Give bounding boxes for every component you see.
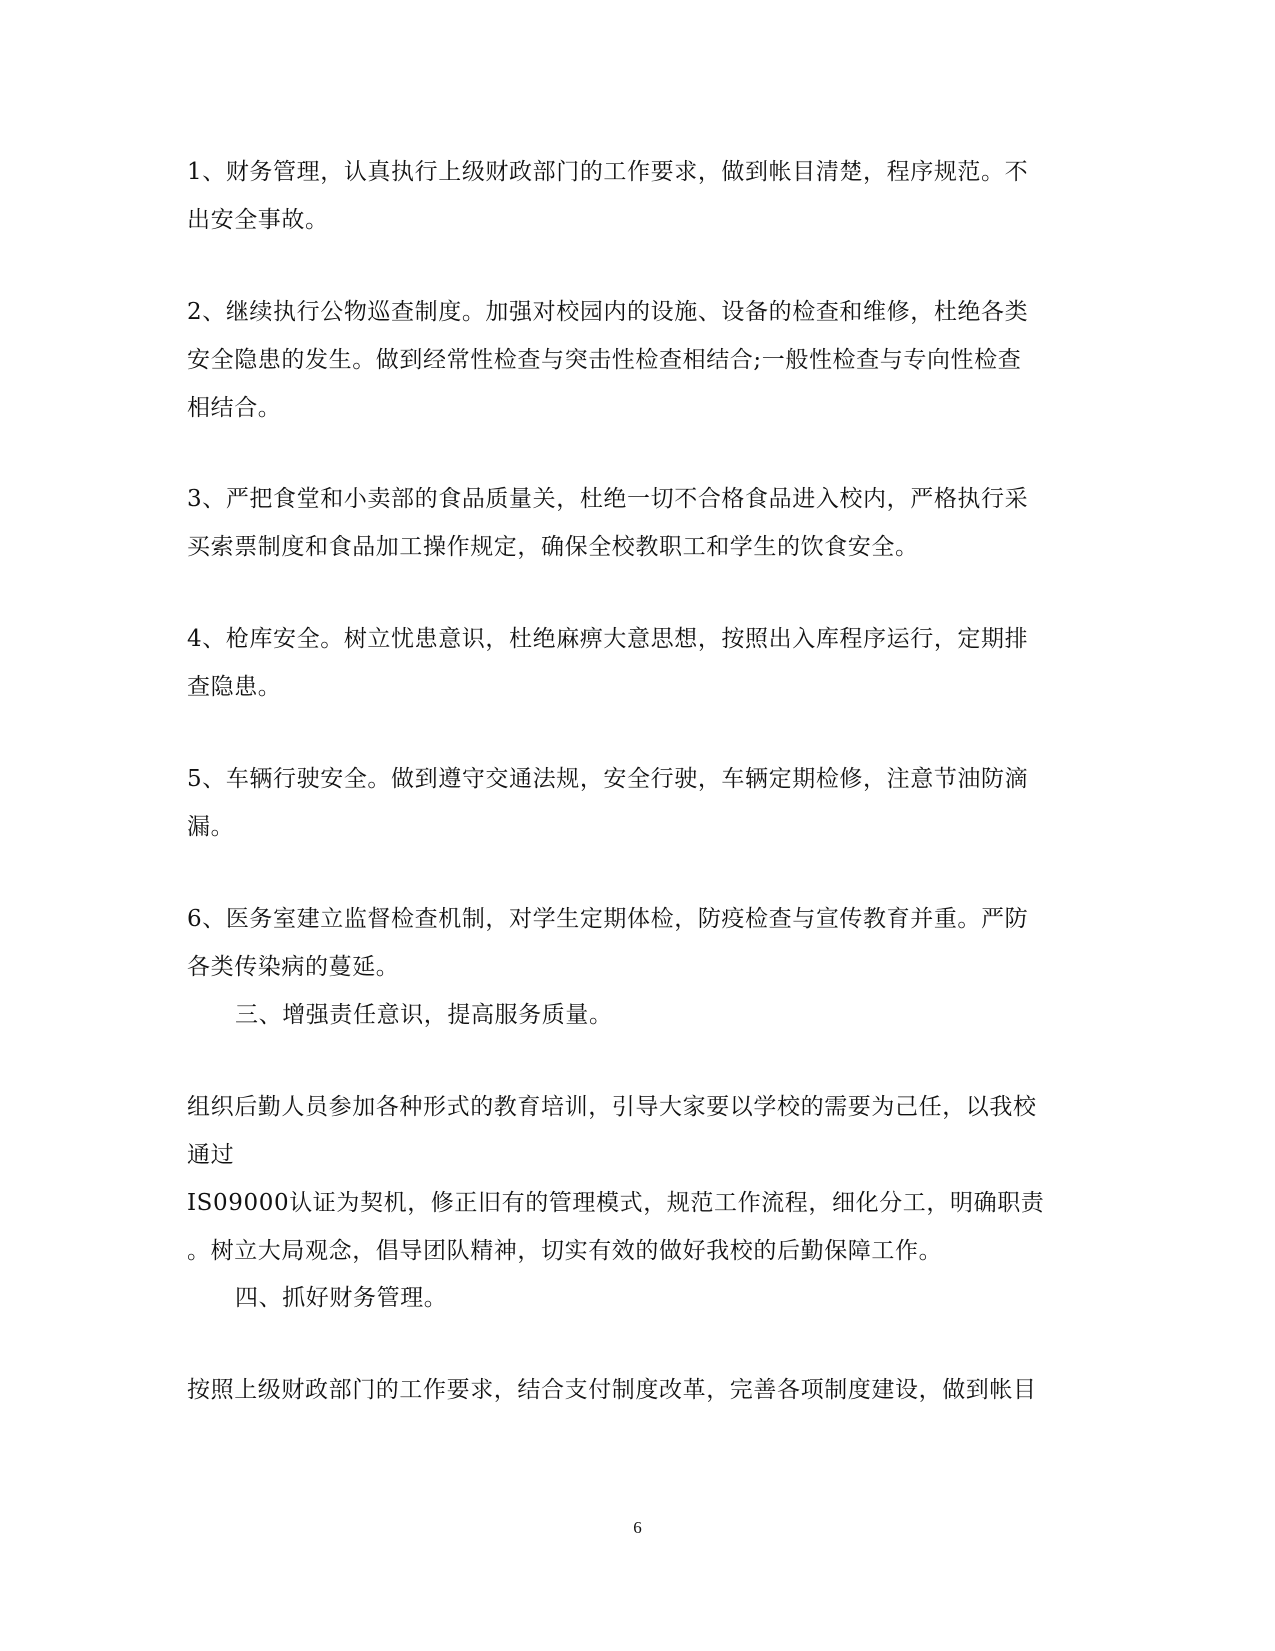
text-line: 2、继续执行公物巡查制度。加强对校园内的设施、设备的检查和维修，杜绝各类	[187, 299, 1029, 325]
text-line: 安全隐患的发生。做到经常性检查与突击性检查相结合;一般性检查与专向性检查	[187, 347, 1022, 373]
text-line: IS09000认证为契机，修正旧有的管理模式，规范工作流程，细化分工，明确职责	[187, 1190, 1045, 1216]
text-line: 相结合。	[187, 395, 282, 421]
text-line: 3、严把食堂和小卖部的食品质量关，杜绝一切不合格食品进入校内，严格执行采	[187, 486, 1029, 512]
text-line: 出安全事故。	[187, 207, 329, 233]
text-line: 6、医务室建立监督检查机制，对学生定期体检，防疫检查与宣传教育并重。严防	[187, 906, 1029, 932]
text-line: 4、枪库安全。树立忧患意识，杜绝麻痹大意思想，按照出入库程序运行，定期排	[187, 626, 1029, 652]
text-line: 1、财务管理，认真执行上级财政部门的工作要求，做到帐目清楚，程序规范。不	[187, 159, 1029, 185]
text-line: 组织后勤人员参加各种形式的教育培训，引导大家要以学校的需要为己任，以我校	[187, 1094, 1037, 1120]
text-line: 通过	[187, 1142, 235, 1168]
text-line: 5、车辆行驶安全。做到遵守交通法规，安全行驶，车辆定期检修，注意节油防滴	[187, 766, 1029, 792]
text-line: 查隐患。	[187, 674, 282, 700]
text-line: 按照上级财政部门的工作要求，结合支付制度改革，完善各项制度建设，做到帐目	[187, 1377, 1037, 1403]
text-line: 。树立大局观念，倡导团队精神，切实有效的做好我校的后勤保障工作。	[187, 1238, 943, 1264]
section-heading-3: 三、增强责任意识，提高服务质量。	[235, 1002, 613, 1028]
text-line: 买索票制度和食品加工操作规定，确保全校教职工和学生的饮食安全。	[187, 534, 919, 560]
section-heading-4: 四、抓好财务管理。	[235, 1285, 448, 1311]
text-line: 各类传染病的蔓延。	[187, 954, 400, 980]
text-line: 漏。	[187, 814, 235, 840]
page-number: 6	[633, 1518, 642, 1537]
